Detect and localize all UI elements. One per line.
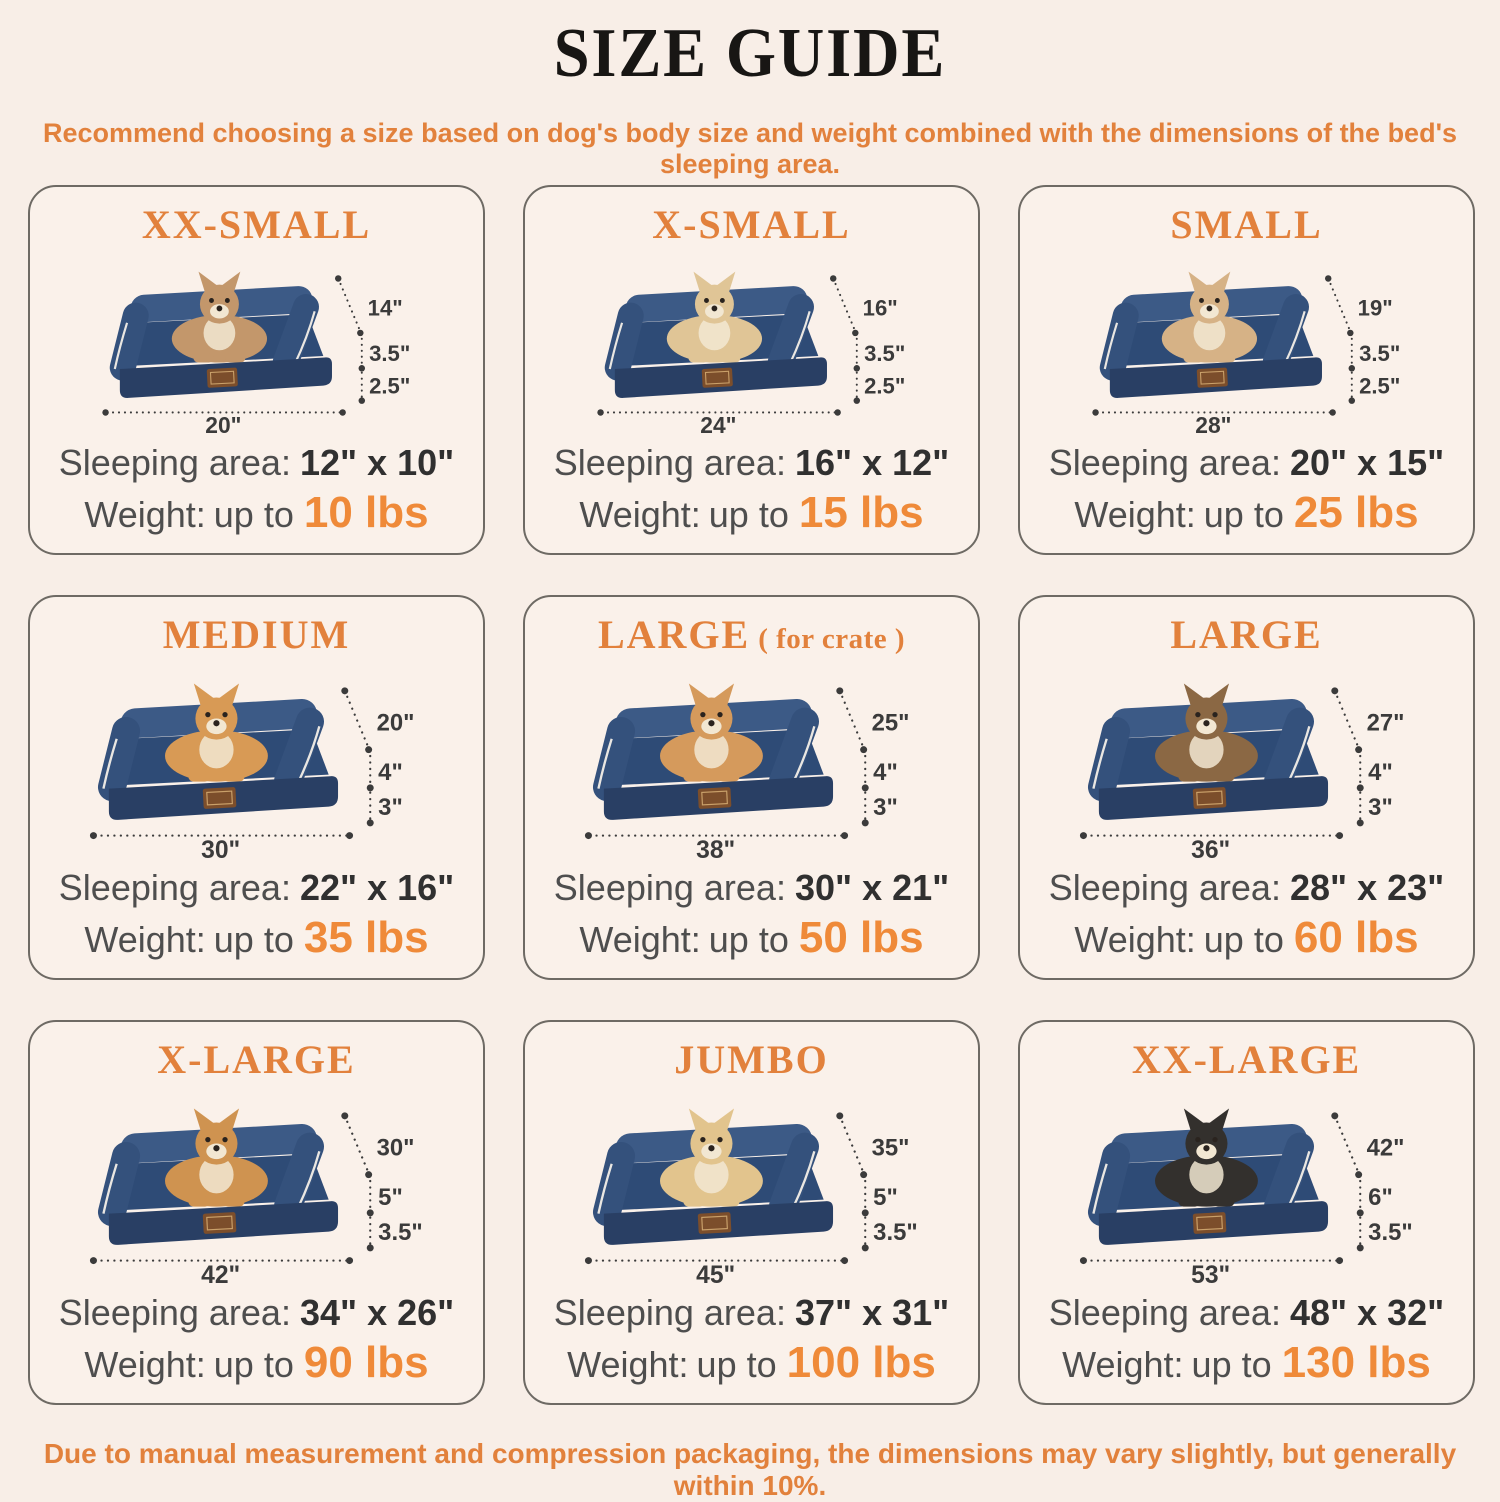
sleeping-area-label: Sleeping area:: [553, 867, 786, 909]
bed-art: [103, 1108, 338, 1244]
bed-art: [598, 1108, 833, 1244]
sleeping-area-line: [535, 442, 968, 483]
dim-depth-label: 19": [1357, 295, 1393, 321]
sleeping-area-label: Sleeping area:: [553, 1292, 786, 1334]
dim-depth-label: 42": [1366, 1134, 1405, 1162]
bed-art: [1105, 272, 1322, 398]
dim-width-label: 53": [1191, 1261, 1231, 1287]
up-to-label: up to: [213, 1344, 294, 1386]
up-to-label: up to: [213, 494, 294, 536]
dim-bolster-height-label: 3.5": [1359, 340, 1401, 366]
page-title: SIZE GUIDE: [553, 15, 947, 92]
dim-depth-label: 14": [367, 295, 403, 321]
dim-base-height-label: 2.5": [1359, 373, 1401, 399]
weight-line: [40, 1338, 473, 1389]
weight-value: 25 lbs: [1293, 488, 1419, 538]
size-card-large: [1018, 595, 1475, 980]
sleeping-area-label: Sleeping area:: [1048, 867, 1281, 909]
card-title: [1030, 613, 1463, 657]
sleeping-area-value: 22" x 16": [299, 867, 455, 909]
size-name: SMALL: [1170, 202, 1323, 247]
dim-depth-label: 20": [376, 709, 415, 737]
up-to-label: up to: [213, 919, 294, 961]
sleeping-area-value: 37" x 31": [794, 1292, 950, 1334]
dim-bolster-height-label: 5": [873, 1183, 898, 1211]
dim-base-height-label: 3": [1368, 793, 1393, 821]
dim-width-label: 24": [700, 412, 737, 437]
card-title: [40, 1038, 473, 1082]
bed-illustration: [1030, 249, 1463, 436]
size-name: MEDIUM: [162, 612, 351, 657]
size-card-x-small: [523, 185, 980, 555]
weight-line: [535, 488, 968, 539]
size-card-jumbo: [523, 1020, 980, 1405]
weight-label: Weight:: [579, 919, 701, 961]
sleeping-area-label: Sleeping area:: [58, 867, 291, 909]
weight-value: 35 lbs: [303, 913, 429, 963]
up-to-label: up to: [708, 494, 789, 536]
size-name: X-LARGE: [157, 1037, 356, 1082]
dim-bolster-height-label: 4": [1368, 758, 1393, 786]
card-title: [535, 1038, 968, 1082]
weight-label: Weight:: [1074, 494, 1196, 536]
sleeping-area-label: Sleeping area:: [1048, 442, 1281, 484]
size-card-medium: [28, 595, 485, 980]
size-name: X-SMALL: [652, 202, 851, 247]
size-card-xx-small: [28, 185, 485, 555]
weight-label: Weight:: [567, 1344, 689, 1386]
bed-art: [103, 683, 338, 819]
dim-bolster-height-label: 5": [378, 1183, 403, 1211]
dim-width-label: 38": [696, 836, 736, 862]
size-card-xx-large: [1018, 1020, 1475, 1405]
card-title: [1030, 203, 1463, 247]
bed-illustration: [535, 659, 968, 861]
sleeping-area-value: 48" x 32": [1289, 1292, 1445, 1334]
sleeping-area-value: 34" x 26": [299, 1292, 455, 1334]
bed-illustration: [40, 1084, 473, 1286]
dim-bolster-height-label: 6": [1368, 1183, 1393, 1211]
dim-width-label: 42": [201, 1261, 241, 1287]
header: [0, 0, 1500, 180]
up-to-label: up to: [696, 1344, 777, 1386]
size-name: JUMBO: [674, 1037, 829, 1082]
dim-depth-label: 30": [376, 1134, 415, 1162]
sleeping-area-line: [40, 1292, 473, 1333]
dim-base-height-label: 3.5": [1368, 1218, 1413, 1246]
sleeping-area-value: 16" x 12": [794, 442, 950, 484]
weight-value: 10 lbs: [303, 488, 429, 538]
sleeping-area-label: Sleeping area:: [58, 442, 291, 484]
sleeping-area-value: 12" x 10": [299, 442, 455, 484]
card-title: [40, 613, 473, 657]
dim-base-height-label: 3": [873, 793, 898, 821]
card-title: [40, 203, 473, 247]
size-name: LARGE: [597, 612, 751, 657]
up-to-label: up to: [1191, 1344, 1272, 1386]
up-to-label: up to: [1203, 919, 1284, 961]
weight-line: [1030, 488, 1463, 539]
dim-depth-label: 16": [862, 295, 898, 321]
page-subtitle: Recommend choosing a size based on dog's body size and weight combined with the dimensions of the bed's sleeping area.: [42, 118, 1458, 179]
dim-bolster-height-label: 4": [378, 758, 403, 786]
dim-base-height-label: 3.5": [378, 1218, 423, 1246]
dim-depth-label: 27": [1366, 709, 1405, 737]
weight-value: 15 lbs: [798, 488, 924, 538]
card-title: [535, 203, 968, 247]
sleeping-area-line: [1030, 442, 1463, 483]
dim-bolster-height-label: 3.5": [864, 340, 906, 366]
bed-art: [598, 683, 833, 819]
sleeping-area-line: [535, 867, 968, 908]
weight-line: [40, 488, 473, 539]
sleeping-area-label: Sleeping area:: [1048, 1292, 1281, 1334]
size-name: XX-SMALL: [141, 202, 372, 247]
bed-illustration: [40, 249, 473, 436]
weight-line: [1030, 1338, 1463, 1389]
dim-depth-label: 35": [871, 1134, 910, 1162]
dim-bolster-height-label: 3.5": [369, 340, 411, 366]
weight-line: [1030, 913, 1463, 964]
up-to-label: up to: [708, 919, 789, 961]
weight-value: 130 lbs: [1281, 1338, 1431, 1388]
weight-line: [40, 913, 473, 964]
weight-value: 60 lbs: [1293, 913, 1419, 963]
sleeping-area-line: [535, 1292, 968, 1333]
card-title: [1030, 1038, 1463, 1082]
dim-depth-label: 25": [871, 709, 910, 737]
dim-base-height-label: 3.5": [873, 1218, 918, 1246]
weight-label: Weight:: [579, 494, 701, 536]
bed-illustration: [40, 659, 473, 861]
bed-art: [1093, 683, 1328, 819]
sleeping-area-value: 28" x 23": [1289, 867, 1445, 909]
footer-note: Due to manual measurement and compression packaging, the dimensions may vary slightly, but generally within 10%.: [43, 1438, 1457, 1501]
dim-base-height-label: 2.5": [864, 373, 906, 399]
dim-width-label: 30": [201, 836, 241, 862]
sleeping-area-line: [1030, 1292, 1463, 1333]
sleeping-area-line: [1030, 867, 1463, 908]
sleeping-area-value: 20" x 15": [1289, 442, 1445, 484]
dim-width-label: 28": [1195, 412, 1232, 437]
dim-base-height-label: 2.5": [369, 373, 411, 399]
weight-line: [535, 1338, 968, 1389]
bed-art: [1093, 1108, 1328, 1244]
size-card-x-large: [28, 1020, 485, 1405]
up-to-label: up to: [1203, 494, 1284, 536]
weight-label: Weight:: [84, 919, 206, 961]
weight-value: 50 lbs: [798, 913, 924, 963]
bed-art: [610, 272, 827, 398]
dim-width-label: 20": [205, 412, 242, 437]
sleeping-area-line: [40, 867, 473, 908]
dim-width-label: 45": [696, 1261, 736, 1287]
weight-label: Weight:: [84, 494, 206, 536]
sleeping-area-label: Sleeping area:: [553, 442, 786, 484]
sleeping-area-label: Sleeping area:: [58, 1292, 291, 1334]
dim-bolster-height-label: 4": [873, 758, 898, 786]
weight-label: Weight:: [1062, 1344, 1184, 1386]
size-name: LARGE: [1170, 612, 1323, 657]
dim-width-label: 36": [1191, 836, 1231, 862]
dim-base-height-label: 3": [378, 793, 403, 821]
sleeping-area-line: [40, 442, 473, 483]
bed-art: [115, 272, 332, 398]
bed-illustration: [1030, 659, 1463, 861]
bed-illustration: [535, 249, 968, 436]
size-name-suffix: ( for crate ): [758, 623, 906, 655]
weight-label: Weight:: [1074, 919, 1196, 961]
weight-line: [535, 913, 968, 964]
size-card-large-for-crate: [523, 595, 980, 980]
weight-label: Weight:: [84, 1344, 206, 1386]
size-name: XX-LARGE: [1131, 1037, 1362, 1082]
weight-value: 90 lbs: [303, 1338, 429, 1388]
sleeping-area-value: 30" x 21": [794, 867, 950, 909]
bed-illustration: [1030, 1084, 1463, 1286]
weight-value: 100 lbs: [786, 1338, 936, 1388]
size-card-small: [1018, 185, 1475, 555]
bed-illustration: [535, 1084, 968, 1286]
size-cards-grid: [28, 185, 1475, 1405]
card-title: [535, 613, 968, 657]
